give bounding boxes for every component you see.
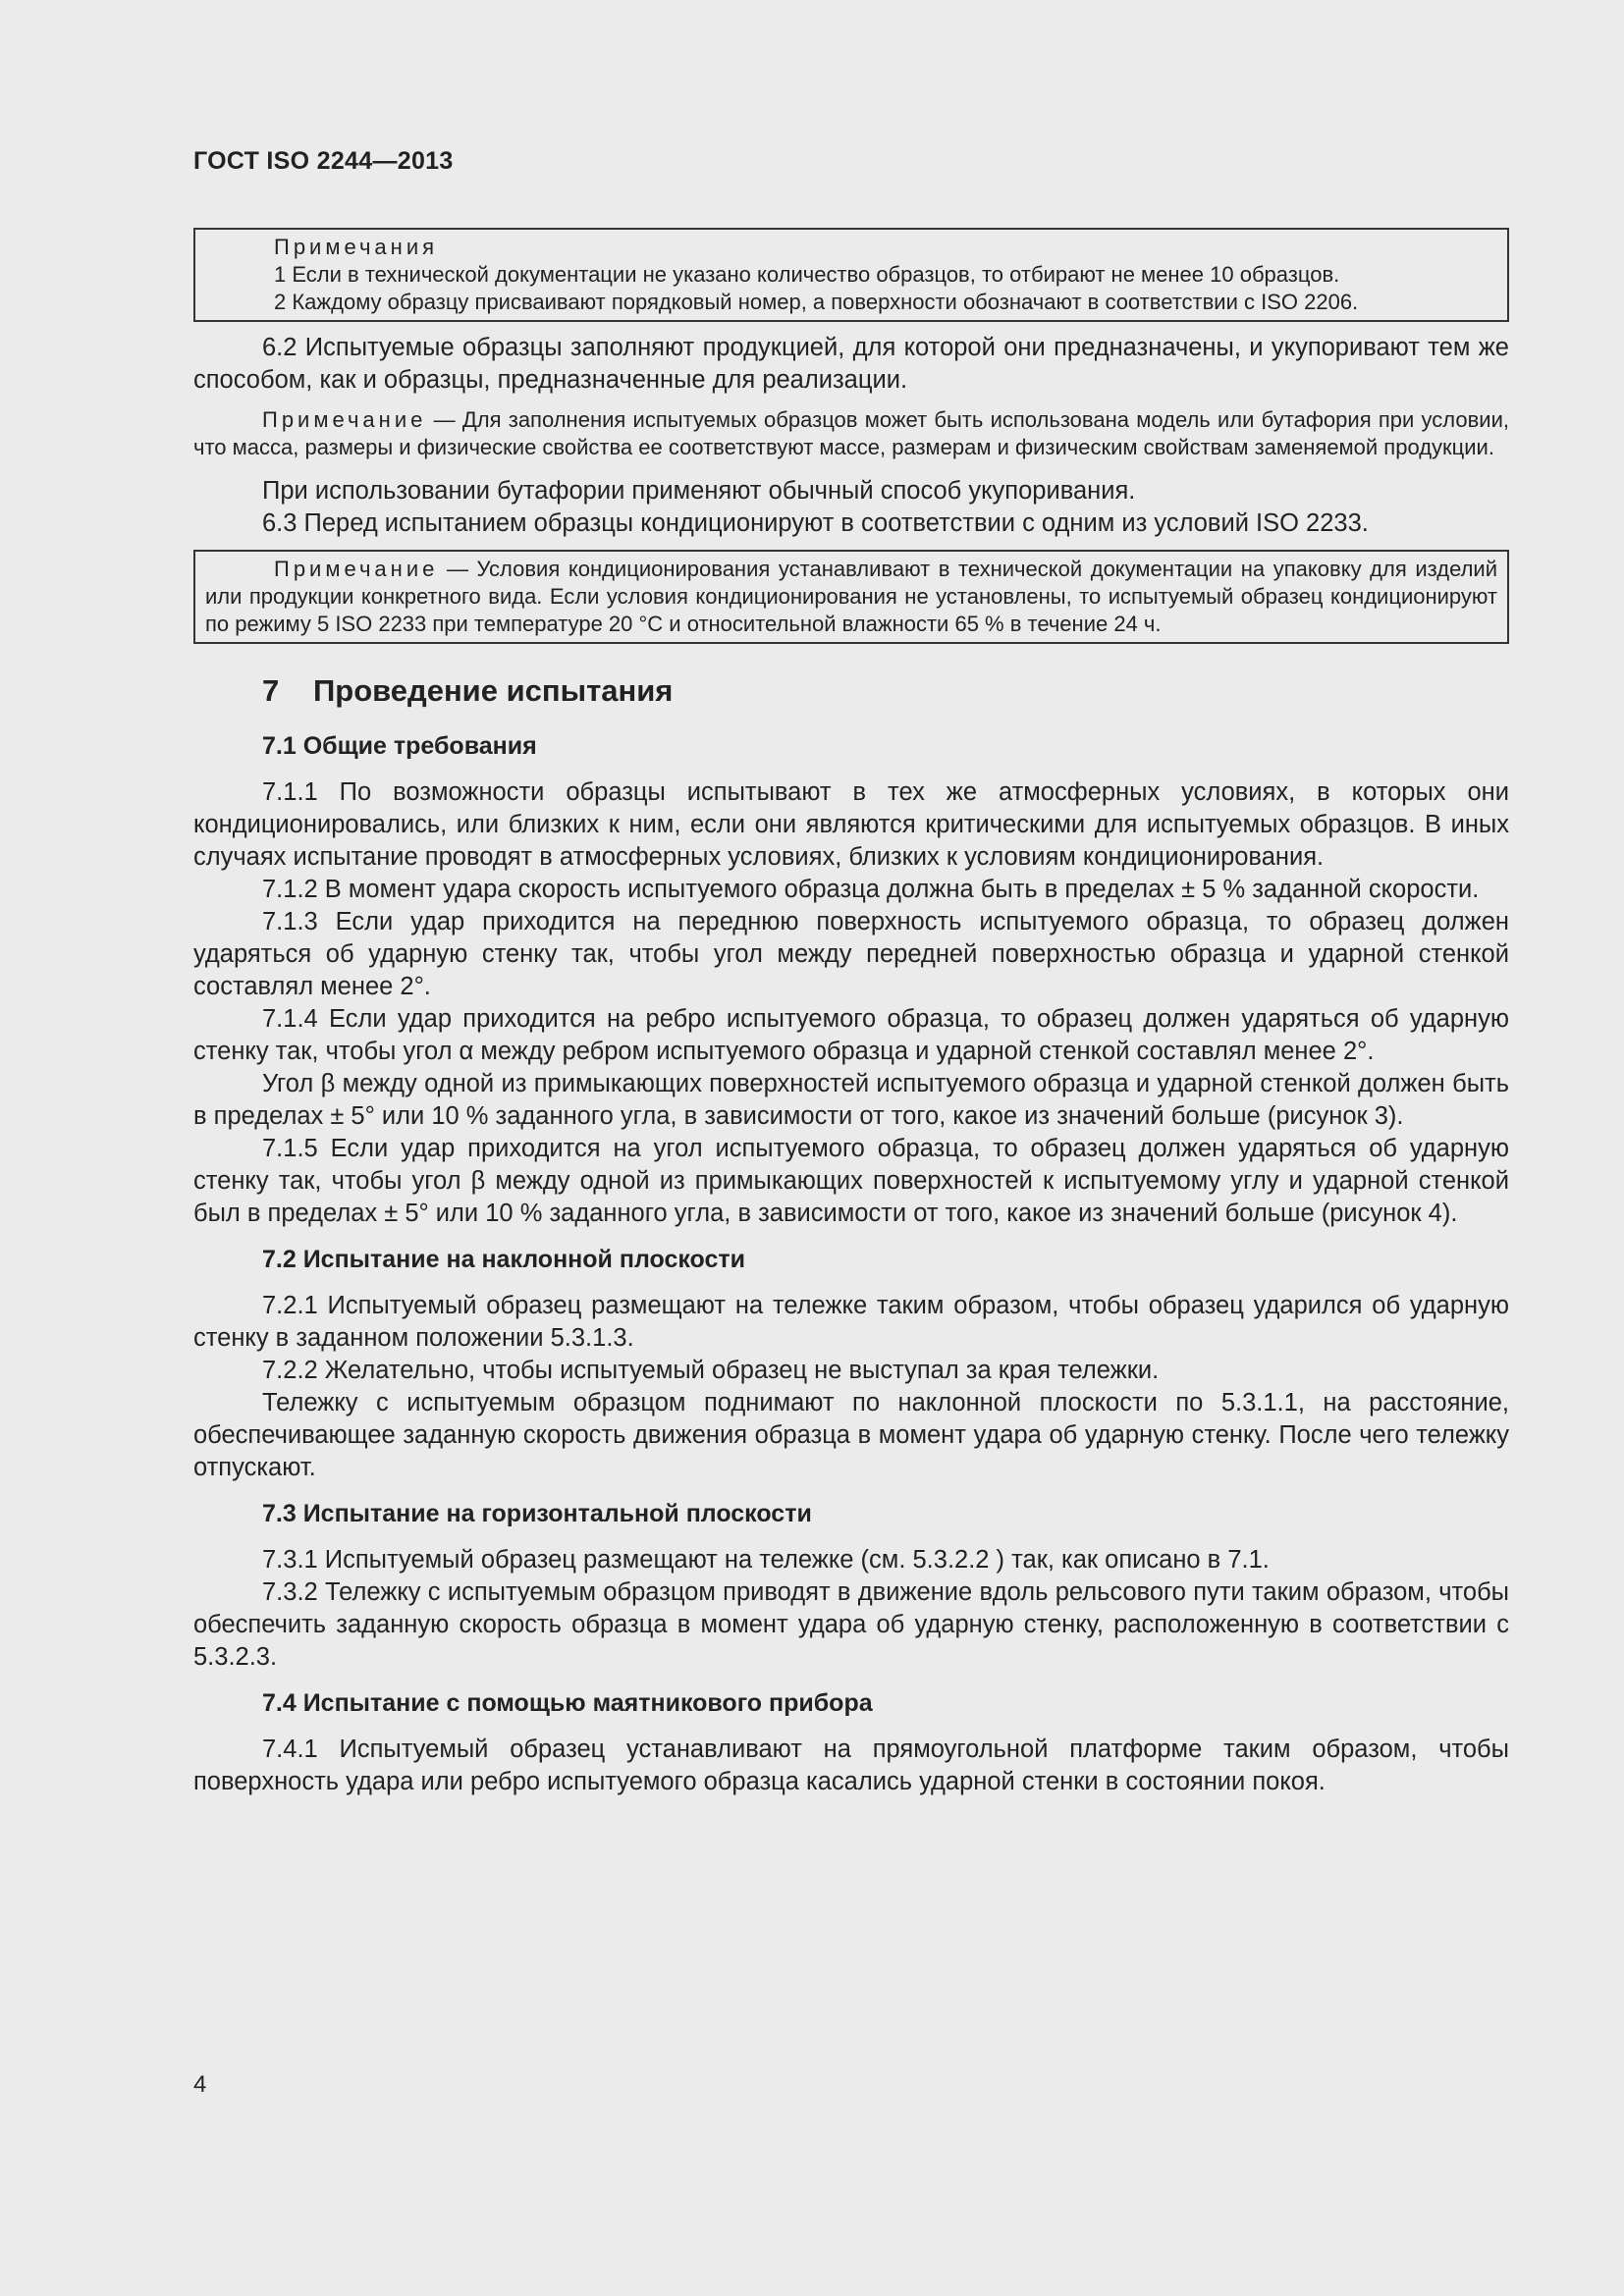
subsection-7-1: 7.1 Общие требования	[262, 732, 537, 760]
paragraph-7-1-2: 7.1.2 В момент удара скорость испытуемого образца должна быть в пределах ± 5 % заданной скорости.	[262, 876, 1480, 903]
note-conditioning	[205, 556, 1497, 638]
document-header: ГОСТ ISO 2244—2013	[193, 147, 454, 175]
section-title: Проведение испытания	[313, 673, 674, 708]
note-text: — Для заполнения испытуемых образцов может быть использована модель или бутафория при условии, что масса, размеры и физические свойства ее соответствуют массе, размерам и физическим свойствам заменяемой продукции.	[193, 407, 1509, 459]
note-box-conditioning	[193, 550, 1509, 644]
paragraph-telezhka: Тележку с испытуемым образцом поднимают по наклонной плоскости по 5.3.1.1, на расстояние, обеспечивающее заданную скорость движения образца в момент удара об ударную стенку. После чего тележку отпускают.	[193, 1389, 1509, 1481]
paragraph-7-1-5: 7.1.5 Если удар приходится на угол испытуемого образца, то образец должен ударяться об ударную стенку так, чтобы угол β между одной из примыкающих поверхностей к испытуемому углу и ударной стенкой был в пределах ± 5° или 10 % заданного угла, в зависимости от того, какое из значений больше (рисунок 4).	[193, 1135, 1509, 1227]
paragraph-7-2-2: 7.2.2 Желательно, чтобы испытуемый образец не выступал за края тележки.	[262, 1357, 1160, 1384]
note-text: — Условия кондиционирования устанавливают в технической документации на упаковку для изделий или продукции конкретного вида. Если условия кондиционирования не установлены, то испытуемый образец кондиционируют по режиму 5 ISO 2233 при температуре 20 °С и относительной влажности 65 % в течение 24 ч.	[205, 557, 1497, 636]
paragraph-beta: Угол β между одной из примыкающих поверхностей испытуемого образца и ударной стенкой должен быть в пределах ± 5° или 10 % заданного угла, в зависимости от того, какое из значений больше (рисунок 3).	[193, 1070, 1509, 1130]
paragraph-7-3-2: 7.3.2 Тележку с испытуемым образцом приводят в движение вдоль рельсового пути таким образом, чтобы обеспечить заданную скорость образца в момент удара об ударную стенку, расположенную в соответствии с 5.3.2.3.	[193, 1578, 1509, 1671]
paragraph-7-1-4: 7.1.4 Если удар приходится на ребро испытуемого образца, то образец должен ударяться об ударную стенку так, чтобы угол α между ребром испытуемого образца и ударной стенкой составлял менее 2°.	[193, 1005, 1509, 1065]
paragraph-7-1-3: 7.1.3 Если удар приходится на переднюю поверхность испытуемого образца, то образец должен ударяться об ударную стенку так, чтобы угол между передней поверхностью образца и ударной стенкой составлял менее 2°.	[193, 908, 1509, 1000]
note-item-2: 2 Каждому образцу присваивают порядковый номер, а поверхности обозначают в соответствии с ISO 2206.	[274, 290, 1359, 314]
section-7-heading	[193, 671, 1509, 711]
paragraph-7-1-1: 7.1.1 По возможности образцы испытывают в тех же атмосферных условиях, в которых они кондиционировались, или близких к ним, если они являются критическими для испытуемых образцов. В иных случаях испытание проводят в атмосферных условиях, близких к условиям кондиционирования.	[193, 778, 1509, 871]
paragraph-6-2: 6.2 Испытуемые образцы заполняют продукцией, для которой они предназначены, и укупоривают тем же способом, как и образцы, предназначенные для реализации.	[193, 334, 1509, 394]
note-6-2	[193, 406, 1509, 461]
subsection-7-4: 7.4 Испытание с помощью маятникового прибора	[262, 1689, 873, 1717]
page-content	[193, 228, 1509, 1798]
paragraph-6-3: 6.3 Перед испытанием образцы кондиционируют в соответствии с одним из условий ISO 2233.	[262, 509, 1369, 537]
notes-title: Примечания	[274, 235, 439, 259]
paragraph-7-4-1: 7.4.1 Испытуемый образец устанавливают на прямоугольной платформе таким образом, чтобы поверхность удара или ребро испытуемого образца касались ударной стенки в состоянии покоя.	[193, 1735, 1509, 1795]
notes-box	[193, 228, 1509, 322]
note-label: Примечание	[274, 557, 439, 581]
paragraph-7-3-1: 7.3.1 Испытуемый образец размещают на тележке (см. 5.3.2.2 ) так, как описано в 7.1.	[262, 1546, 1270, 1574]
subsection-7-2: 7.2 Испытание на наклонной плоскости	[262, 1246, 746, 1273]
paragraph-butaforia: При использовании бутафории применяют обычный способ укупоривания.	[262, 477, 1136, 505]
note-label: Примечание	[262, 407, 427, 432]
subsection-7-3: 7.3 Испытание на горизонтальной плоскости	[262, 1500, 812, 1527]
paragraph-7-2-1: 7.2.1 Испытуемый образец размещают на тележке таким образом, чтобы образец ударился об ударную стенку в заданном положении 5.3.1.3.	[193, 1292, 1509, 1352]
page-number: 4	[193, 2071, 207, 2098]
section-number: 7	[262, 673, 280, 708]
note-item-1: 1 Если в технической документации не указано количество образцов, то отбирают не менее 10 образцов.	[274, 262, 1340, 287]
